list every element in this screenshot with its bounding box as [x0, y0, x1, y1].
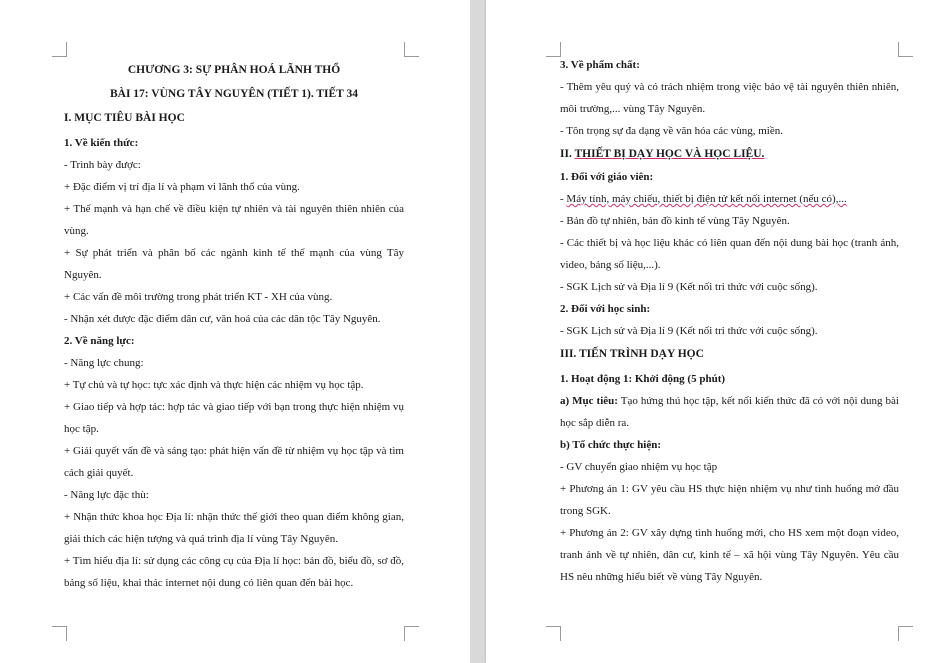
page-content	[560, 54, 899, 588]
paragraph: + Phương án 2: GV xây dựng tình huống mới, cho HS xem một đoạn video, tranh ảnh về tự nhiên, dân cư, kinh tế – xã hội vùng Tây Nguyên. Yêu cầu HS nêu những hiểu biết về vùng Tây Nguyên.	[560, 527, 899, 583]
page-content	[64, 58, 404, 594]
paragraph: - Các thiết bị và học liệu khác có liên quan đến nội dung bài học (tranh ảnh, video, bảng số liệu,...).	[560, 237, 899, 271]
paragraph: - Tôn trọng sự đa dạng về văn hóa các vùng, miền.	[560, 125, 783, 137]
section-heading-process: III. TIẾN TRÌNH DẠY HỌC	[560, 348, 704, 360]
margin-mark-top-left	[52, 42, 67, 57]
sub-heading-competence: 2. Về năng lực:	[64, 335, 135, 347]
paragraph: + Phương án 1: GV yêu cầu HS thực hiện nhiệm vụ như tình huống mở đầu trong SGK.	[560, 483, 899, 517]
section-heading-objectives: I. MỤC TIÊU BÀI HỌC	[64, 112, 185, 124]
margin-mark-bottom-right	[898, 626, 913, 641]
paragraph: - Trình bày được:	[64, 159, 141, 171]
paragraph: - Thêm yêu quý và có trách nhiệm trong việc bảo vệ tài nguyên thiên nhiên, môi trường,... vùng Tây Nguyên.	[560, 81, 899, 115]
margin-mark-top-right	[898, 42, 913, 57]
sub-heading-student: 2. Đối với học sinh:	[560, 303, 651, 315]
section-heading-equipment	[560, 142, 899, 166]
margin-mark-bottom-right	[404, 626, 419, 641]
paragraph: + Các vấn đề môi trường trong phát triển KT - XH của vùng.	[64, 291, 333, 303]
paragraph	[560, 188, 899, 210]
paragraph: + Thế mạnh và hạn chế về điều kiện tự nhiên và tài nguyên thiên nhiên của vùng.	[64, 203, 404, 237]
margin-mark-top-left	[546, 42, 561, 57]
paragraph: + Đặc điểm vị trí địa lí và phạm vi lãnh thổ của vùng.	[64, 181, 300, 193]
activity-heading: 1. Hoạt động 1: Khởi động (5 phút)	[560, 373, 726, 385]
document-page-left	[0, 0, 470, 663]
paragraph: + Nhận thức khoa học Địa lí: nhận thức thế giới theo quan điểm không gian, giải thích các hiện tượng và quá trình địa lí vùng Tây Nguyên.	[64, 511, 404, 545]
paragraph: - Nhận xét được đặc điểm dân cư, văn hoá của các dân tộc Tây Nguyên.	[64, 313, 381, 325]
paragraph: - SGK Lịch sử và Địa lí 9 (Kết nối tri thức với cuộc sống).	[560, 325, 818, 337]
spellcheck-underlined-text: Máy tính, máy chiếu, thiết bị điện tử kết nối internet (nếu có),...	[566, 193, 847, 205]
paragraph: - GV chuyển giao nhiệm vụ học tập	[560, 461, 718, 473]
page-gutter	[470, 0, 486, 663]
org-label: b) Tổ chức thực hiện:	[560, 439, 662, 451]
paragraph	[560, 390, 899, 434]
sub-heading-teacher: 1. Đối với giáo viên:	[560, 171, 654, 183]
paragraph: + Tìm hiểu địa lí: sử dụng các công cụ của Địa lí học: bản đồ, biểu đồ, sơ đồ, bảng số liệu, khai thác internet nội dung có liên quan đến bài học.	[64, 555, 404, 589]
section-number: II.	[560, 148, 575, 160]
document-page-right	[486, 0, 948, 663]
sub-heading-qualities: 3. Về phẩm chất:	[560, 59, 640, 71]
section-heading-text: THIẾT BỊ DẠY HỌC VÀ HỌC LIỆU.	[574, 148, 765, 160]
paragraph: + Giải quyết vấn đề và sáng tạo: phát hiện vấn đề từ nhiệm vụ học tập và tìm cách giải quyết.	[64, 445, 404, 479]
paragraph: - Bản đồ tự nhiên, bản đồ kinh tế vùng Tây Nguyên.	[560, 215, 790, 227]
chapter-title: CHƯƠNG 3: SỰ PHÂN HOÁ LÃNH THỔ	[127, 64, 341, 76]
paragraph: + Tự chủ và tự học: tực xác định và thực hiện các nhiệm vụ học tập.	[64, 379, 364, 391]
margin-mark-top-right	[404, 42, 419, 57]
margin-mark-bottom-left	[546, 626, 561, 641]
goal-label: a) Mục tiêu:	[560, 395, 618, 407]
margin-mark-bottom-left	[52, 626, 67, 641]
goal-text: Tạo hứng thú học tập, kết nối kiến thức đã có với nội dung bài học sắp diễn ra.	[560, 395, 899, 429]
lesson-title: BÀI 17: VÙNG TÂY NGUYÊN (TIẾT 1). TIẾT 34	[109, 88, 359, 100]
paragraph: - SGK Lịch sử và Địa lí 9 (Kết nối tri thức với cuộc sống).	[560, 281, 818, 293]
bullet-prefix: -	[560, 193, 567, 205]
sub-heading-knowledge: 1. Về kiến thức:	[64, 137, 139, 149]
paragraph: + Sự phát triển và phân bố các ngành kinh tế thế mạnh của vùng Tây Nguyên.	[64, 247, 404, 281]
paragraph: - Năng lực chung:	[64, 357, 144, 369]
paragraph: - Năng lực đặc thù:	[64, 489, 149, 501]
paragraph: + Giao tiếp và hợp tác: hợp tác và giao tiếp với bạn trong thực hiện nhiệm vụ học tập.	[64, 401, 404, 435]
